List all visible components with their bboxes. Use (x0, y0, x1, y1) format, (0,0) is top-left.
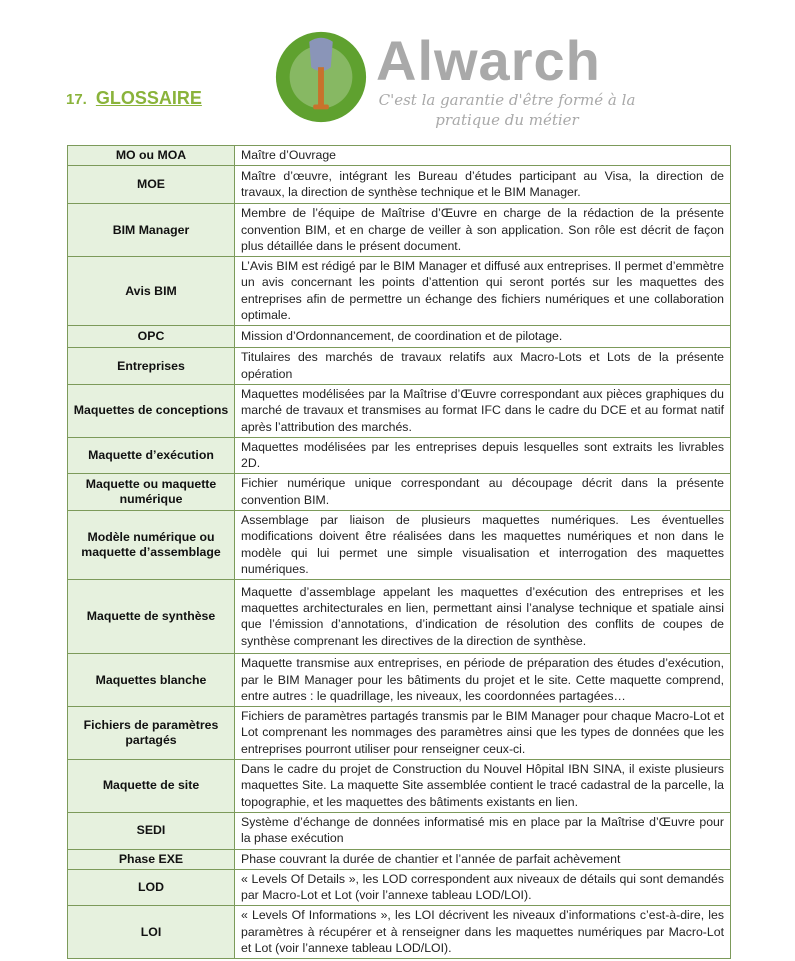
glossary-row (68, 348, 731, 385)
glossary-row (68, 326, 731, 348)
glossary-definition: Titulaires des marchés de travaux relatifs aux Macro-Lots et Lots de la présente opération (235, 348, 731, 385)
glossary-definition: « Levels Of Details », les LOD correspondent aux niveaux de détails qui sont demandés par Macro-Lot et Lot (voir l’annexe tableau LOD/LOI). (235, 869, 731, 906)
glossary-definition: Phase couvrant la durée de chantier et l’année de parfait achèvement (235, 849, 731, 869)
glossary-term: Maquettes de conceptions (68, 384, 235, 437)
glossary-row (68, 474, 731, 511)
glossary-definition: Maître d’Ouvrage (235, 146, 731, 166)
glossary-term: Avis BIM (68, 257, 235, 326)
glossary-definition: Mission d’Ordonnancement, de coordination et de pilotage. (235, 326, 731, 348)
logo-tagline: C'est la garantie d'être formé à la pratique du métier (378, 91, 636, 129)
alwarch-logo (272, 28, 642, 136)
glossary-definition: Maître d’œuvre, intégrant les Bureau d’études participant au Visa, la direction de travaux, la direction de synthèse technique et le BIM Manager. (235, 166, 731, 204)
glossary-term: MO ou MOA (68, 146, 235, 166)
glossary-definition: Maquette transmise aux entreprises, en période de préparation des études d’exécution, par le BIM Manager pour les bâtiments du projet et le site. Cette maquette comprend, entre autres : le quadrillage, les niveaux, les coordonnées partagées… (235, 654, 731, 707)
glossary-row (68, 437, 731, 474)
section-number: 17. (66, 91, 87, 108)
glossary-row (68, 869, 731, 906)
glossary-definition: Dans le cadre du projet de Construction du Nouvel Hôpital IBN SINA, il existe plusieurs maquettes Site. La maquette Site assemblée contient le tracé cadastral de la parcelle, la topographie, et les maquettes des bâtiments existants en lien. (235, 760, 731, 813)
glossary-definition: Maquettes modélisées par les entreprises depuis lesquelles sont extraits les livrables 2D. (235, 437, 731, 474)
glossary-row (68, 760, 731, 813)
glossary-row (68, 511, 731, 580)
glossary-definition: L’Avis BIM est rédigé par le BIM Manager et diffusé aux entreprises. Il permet d’emmètre un avis concernant les points d’attention qui seront portés sur les maquettes des entreprises afin de permettre un échange des fichiers numériques et une collaboration optimale. (235, 257, 731, 326)
glossary-term: Modèle numérique ou maquette d’assemblage (68, 511, 235, 580)
glossary-row (68, 906, 731, 959)
glossary-row (68, 707, 731, 760)
glossary-term: BIM Manager (68, 204, 235, 257)
glossary-row (68, 204, 731, 257)
glossary-term: Phase EXE (68, 849, 235, 869)
glossary-table (67, 145, 731, 959)
glossary-term: Entreprises (68, 348, 235, 385)
glossary-row (68, 146, 731, 166)
glossary-term: Maquettes blanche (68, 654, 235, 707)
logo-name: Alwarch (376, 29, 601, 92)
glossary-term: Maquette de synthèse (68, 580, 235, 654)
glossary-row (68, 384, 731, 437)
glossary-definition: Fichiers de paramètres partagés transmis par le BIM Manager pour chaque Macro-Lot et Lot comprenant les nommages des paramètres ainsi que les types de données que les entreprises pourront utiliser pour renseigner ceux-ci. (235, 707, 731, 760)
glossary-row (68, 166, 731, 204)
glossary-term: Maquette d’exécution (68, 437, 235, 474)
glossary-definition: Fichier numérique unique correspondant au découpage décrit dans la présente convention BIM. (235, 474, 731, 511)
glossary-row (68, 257, 731, 326)
glossary-definition: Assemblage par liaison de plusieurs maquettes numériques. Les éventuelles modifications doivent être réalisées dans les maquettes numériques et non dans le modèle qui lui permet une simple visualisation et interrogation des maquettes numériques. (235, 511, 731, 580)
glossary-term: MOE (68, 166, 235, 204)
glossary-definition: Membre de l’équipe de Maîtrise d’Œuvre en charge de la rédaction de la présente convention BIM, et en charge de veiller à son application. Son rôle est décrit de façon plus détaillée dans le présent document. (235, 204, 731, 257)
glossary-term: OPC (68, 326, 235, 348)
glossary-definition: Maquette d’assemblage appelant les maquettes d’exécution des entreprises et les maquettes architecturales en lien, permettant ainsi l’analyse technique et spatiale ainsi que l’émission d’annotations, d’indication de résolution des conflits de coupes de synthèse comprenant les directives de la direction de synthèse. (235, 580, 731, 654)
glossary-row (68, 580, 731, 654)
glossary-row (68, 812, 731, 849)
glossary-term: Maquette ou maquette numérique (68, 474, 235, 511)
glossary-definition: Maquettes modélisées par la Maîtrise d’Œuvre correspondant aux pièces graphiques du marché de travaux et transmises au format IFC dans le cadre du DCE et au format natif après l’attribution des marchés. (235, 384, 731, 437)
glossary-row (68, 654, 731, 707)
glossary-definition: « Levels Of Informations », les LOI décrivent les niveaux d’informations c’est-à-dire, les paramètres à récupérer et à renseigner dans les maquettes numériques par Macro-Lot et Lot (voir l’annexe tableau LOD/LOI). (235, 906, 731, 959)
glossary-term: SEDI (68, 812, 235, 849)
glossary-term: Fichiers de paramètres partagés (68, 707, 235, 760)
glossary-row (68, 849, 731, 869)
shovel-icon (272, 28, 370, 126)
glossary-definition: Système d’échange de données informatisé mis en place par la Maîtrise d’Œuvre pour la phase exécution (235, 812, 731, 849)
section-title: GLOSSAIRE (95, 88, 202, 108)
glossary-term: Maquette de site (68, 760, 235, 813)
section-heading (66, 88, 202, 109)
glossary-term: LOI (68, 906, 235, 959)
glossary-term: LOD (68, 869, 235, 906)
